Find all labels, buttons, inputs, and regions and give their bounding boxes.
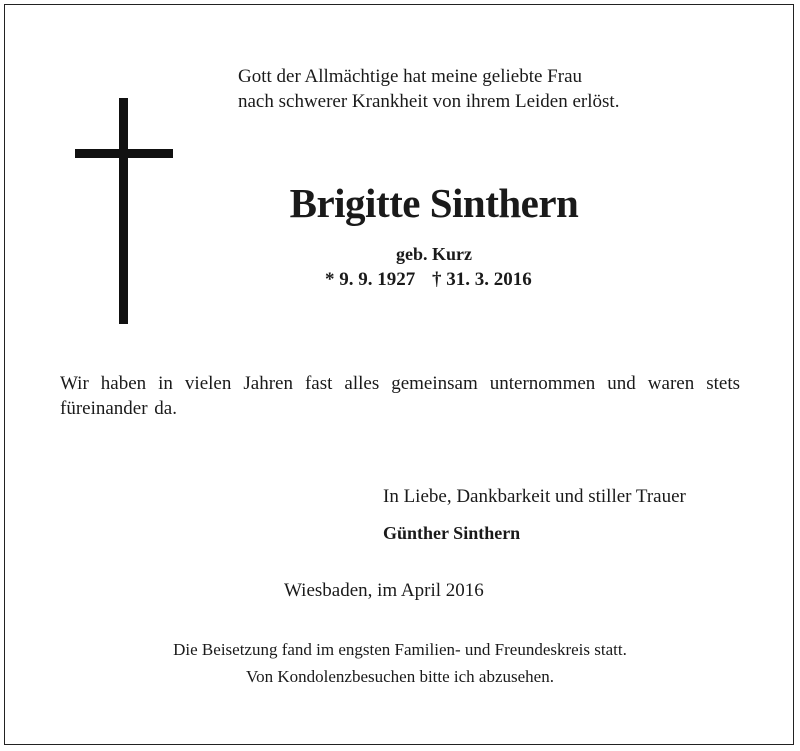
death-date: † 31. 3. 2016 — [432, 269, 532, 290]
intro-line-2: nach schwerer Krankheit von ihrem Leiden erlöst. — [238, 91, 620, 112]
birth-date: * 9. 9. 1927 — [325, 269, 416, 290]
life-dates — [325, 268, 532, 292]
mourning-line: In Liebe, Dankbarkeit und stiller Trauer — [383, 486, 686, 507]
intro-text — [238, 65, 619, 115]
funeral-note-line-1: Die Beisetzung fand im engsten Familien- und Freundeskreis statt. — [173, 640, 627, 659]
funeral-note-line-2: Von Kondolenzbesuchen bitte ich abzusehen. — [246, 667, 554, 686]
funeral-note — [0, 638, 800, 692]
body-paragraph: Wir haben in vielen Jahren fast alles gemeinsam unternommen und waren stets füreinander da. — [60, 373, 740, 419]
cross-horizontal-bar — [75, 149, 173, 158]
maiden-name: geb. Kurz — [396, 244, 472, 264]
intro-line-1: Gott der Allmächtige hat meine geliebte Frau — [238, 66, 583, 87]
place-date: Wiesbaden, im April 2016 — [284, 580, 484, 601]
deceased-name: Brigitte Sinthern — [289, 180, 579, 226]
signer-name: Günther Sinthern — [383, 523, 521, 543]
